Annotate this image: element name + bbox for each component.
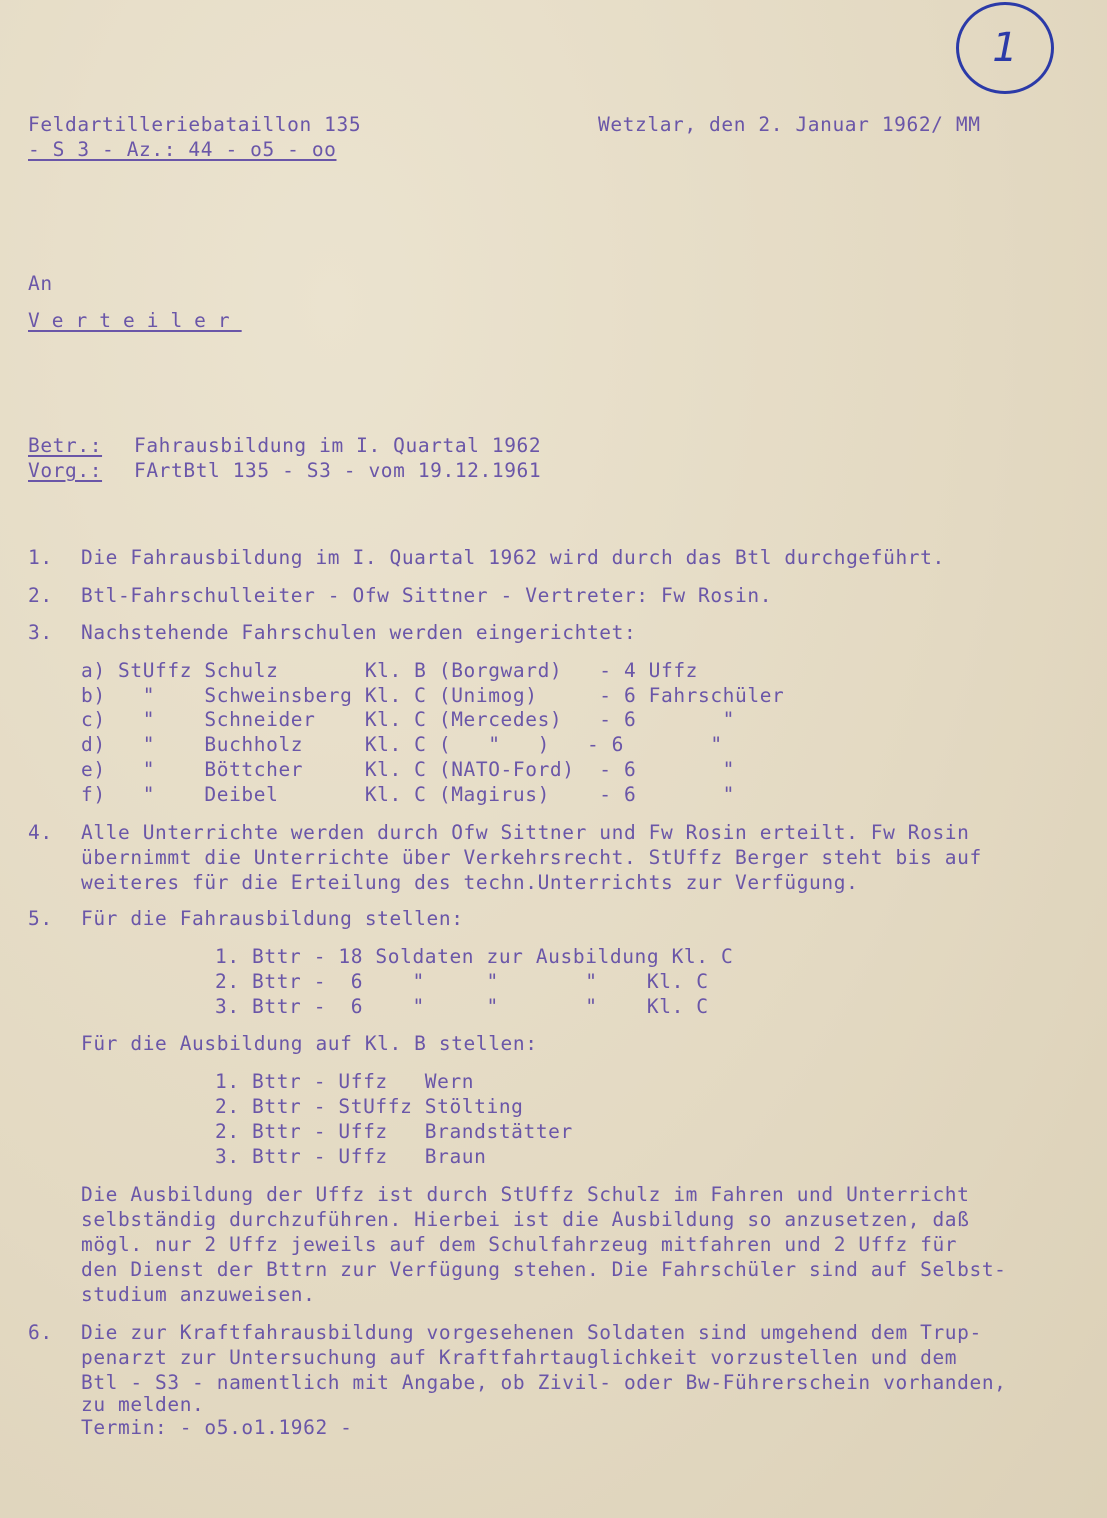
battery-row: 3. Bttr - 6 " " " Kl. C [215, 995, 709, 1018]
item-5-line: selbständig durchzuführen. Hierbei ist die Ausbildung so anzusetzen, daß [81, 1208, 970, 1231]
item-5-intro-b: Für die Ausbildung auf Kl. B stellen: [81, 1032, 538, 1055]
school-row: c) " Schneider Kl. C (Mercedes) - 6 " [81, 708, 736, 731]
betr-text: Fahrausbildung im I. Quartal 1962 [134, 434, 542, 457]
item-4-number: 4. [28, 821, 53, 844]
folio-stamp [956, 2, 1054, 94]
item-4-line: übernimmt die Unterrichte über Verkehrsrecht. StUffz Berger steht bis auf [81, 846, 982, 869]
item-4-line: weiteres für die Erteilung des techn.Unterrichts zur Verfügung. [81, 871, 859, 894]
item-6-line: Die zur Kraftfahrausbildung vorgesehenen Soldaten sind umgehend dem Trup- [81, 1321, 982, 1344]
reference-number: - S 3 - Az.: 44 - o5 - oo [28, 138, 337, 161]
item-3-text: Nachstehende Fahrschulen werden eingerichtet: [81, 621, 637, 644]
battery-row-b: 2. Bttr - StUffz Stölting [215, 1095, 524, 1118]
battery-row: 2. Bttr - 6 " " " Kl. C [215, 970, 709, 993]
item-5-line: den Dienst der Bttrn zur Verfügung stehen. Die Fahrschüler sind auf Selbst- [81, 1258, 1007, 1281]
school-row: d) " Buchholz Kl. C ( " ) - 6 " [81, 733, 723, 756]
school-row: b) " Schweinsberg Kl. C (Unimog) - 6 Fahrschüler [81, 684, 785, 707]
item-1-text: Die Fahrausbildung im I. Quartal 1962 wird durch das Btl durchgeführt. [81, 546, 945, 569]
betr-label: Betr.: [28, 434, 103, 457]
recipient-distribution: Verteiler [28, 309, 242, 332]
item-5-number: 5. [28, 907, 53, 930]
item-5-line: studium anzuweisen. [81, 1283, 316, 1306]
battery-row-b: 1. Bttr - Uffz Wern [215, 1070, 475, 1093]
battery-row-b: 2. Bttr - Uffz Brandstätter [215, 1120, 573, 1143]
item-2-text: Btl-Fahrschulleiter - Ofw Sittner - Vertreter: Fw Rosin. [81, 584, 773, 607]
school-row: e) " Böttcher Kl. C (NATO-Ford) - 6 " [81, 758, 736, 781]
item-6-line: Btl - S3 - namentlich mit Angabe, ob Zivil- oder Bw-Führerschein vorhanden, [81, 1371, 1007, 1394]
item-2-number: 2. [28, 584, 53, 607]
item-1-number: 1. [28, 546, 53, 569]
school-row: f) " Deibel Kl. C (Magirus) - 6 " [81, 783, 736, 806]
item-6-line: zu melden. [81, 1393, 205, 1416]
vorg-text: FArtBtl 135 - S3 - vom 19.12.1961 [134, 459, 542, 482]
item-6-number: 6. [28, 1321, 53, 1344]
battery-row: 1. Bttr - 18 Soldaten zur Ausbildung Kl. C [215, 945, 734, 968]
battery-row-b: 3. Bttr - Uffz Braun [215, 1145, 487, 1168]
item-5-line: mögl. nur 2 Uffz jeweils auf dem Schulfahrzeug mitfahren und 2 Uffz für [81, 1233, 958, 1256]
unit-name: Feldartilleriebataillon 135 [28, 113, 362, 136]
recipient-an: An [28, 272, 53, 295]
item-5-line: Die Ausbildung der Uffz ist durch StUffz Schulz im Fahren und Unterricht [81, 1183, 970, 1206]
item-6-line: penarzt zur Untersuchung auf Kraftfahrtauglichkeit vorzustellen und dem [81, 1346, 958, 1369]
school-row: a) StUffz Schulz Kl. B (Borgward) - 4 Uffz [81, 659, 698, 682]
place-date: Wetzlar, den 2. Januar 1962/ MM [598, 113, 981, 136]
item-4-line: Alle Unterrichte werden durch Ofw Sittner und Fw Rosin erteilt. Fw Rosin [81, 821, 970, 844]
item-5-intro: Für die Fahrausbildung stellen: [81, 907, 464, 930]
item-6-deadline: Termin: - o5.o1.1962 - [81, 1416, 353, 1439]
item-3-number: 3. [28, 621, 53, 644]
vorg-label: Vorg.: [28, 459, 103, 482]
folio-number: 1 [992, 25, 1018, 71]
